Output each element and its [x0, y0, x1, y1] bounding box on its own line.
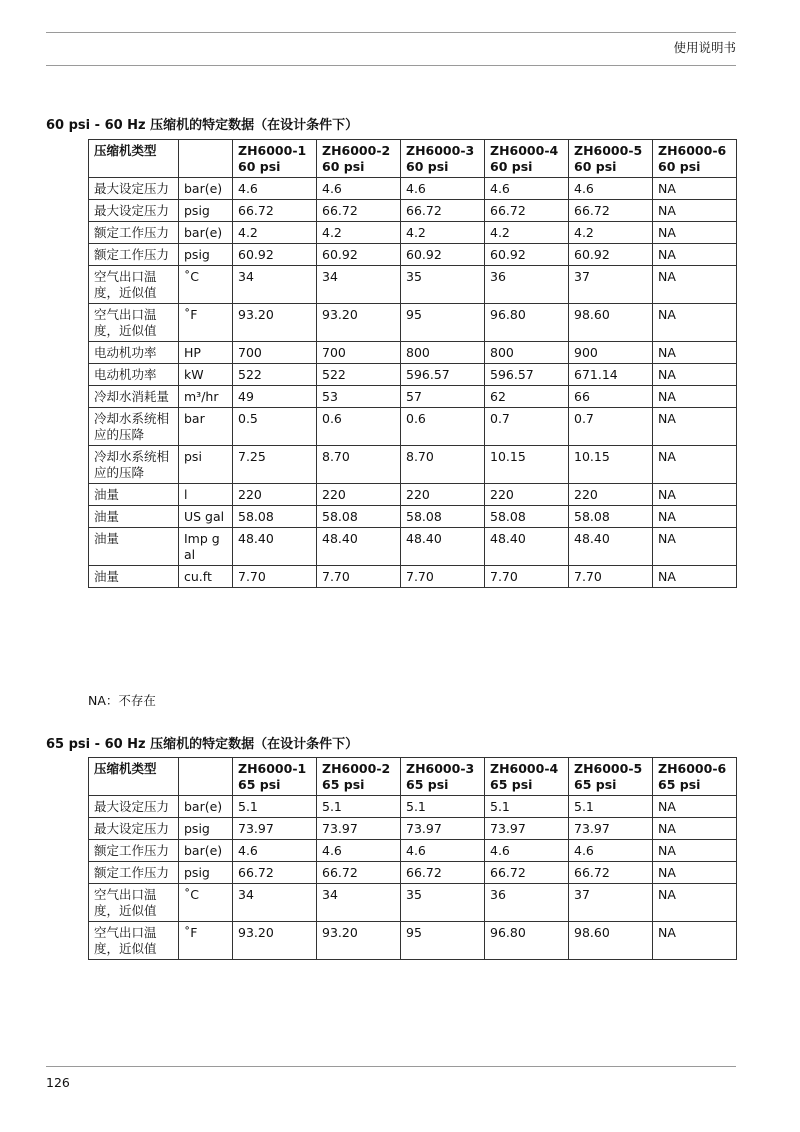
value-cell: 7.70 — [569, 566, 653, 588]
parameter-cell: 油量 — [89, 506, 179, 528]
unit-cell: ˚F — [179, 304, 233, 342]
value-cell: 220 — [569, 484, 653, 506]
value-cell: 5.1 — [569, 796, 653, 818]
value-cell: 66.72 — [569, 862, 653, 884]
value-cell: 10.15 — [569, 446, 653, 484]
value-cell: 4.6 — [485, 178, 569, 200]
value-cell: 58.08 — [401, 506, 485, 528]
value-cell: 7.70 — [317, 566, 401, 588]
value-cell: NA — [653, 244, 737, 266]
unit-cell: ˚F — [179, 922, 233, 960]
parameter-cell: 电动机功率 — [89, 364, 179, 386]
header-cell-model: ZH6000-2 60 psi — [317, 140, 401, 178]
value-cell: NA — [653, 922, 737, 960]
table-row — [89, 446, 737, 484]
parameter-cell: 额定工作压力 — [89, 840, 179, 862]
value-cell: 96.80 — [485, 304, 569, 342]
value-cell: 0.7 — [485, 408, 569, 446]
value-cell: 66.72 — [401, 862, 485, 884]
value-cell: 66.72 — [233, 862, 317, 884]
value-cell: 62 — [485, 386, 569, 408]
value-cell: 4.2 — [317, 222, 401, 244]
value-cell: 98.60 — [569, 922, 653, 960]
value-cell: 36 — [485, 266, 569, 304]
unit-cell: psi — [179, 446, 233, 484]
value-cell: 4.2 — [233, 222, 317, 244]
value-cell: 35 — [401, 884, 485, 922]
unit-cell: HP — [179, 342, 233, 364]
value-cell: 800 — [401, 342, 485, 364]
table-row — [89, 342, 737, 364]
value-cell: NA — [653, 364, 737, 386]
value-cell: NA — [653, 840, 737, 862]
value-cell: 48.40 — [401, 528, 485, 566]
value-cell: NA — [653, 484, 737, 506]
value-cell: 66 — [569, 386, 653, 408]
value-cell: 596.57 — [401, 364, 485, 386]
value-cell: 66.72 — [569, 200, 653, 222]
unit-cell: bar(e) — [179, 840, 233, 862]
value-cell: NA — [653, 222, 737, 244]
value-cell: 60.92 — [233, 244, 317, 266]
value-cell: 95 — [401, 922, 485, 960]
value-cell: 93.20 — [233, 922, 317, 960]
value-cell: 7.70 — [485, 566, 569, 588]
value-cell: NA — [653, 506, 737, 528]
value-cell: 48.40 — [485, 528, 569, 566]
value-cell: 60.92 — [317, 244, 401, 266]
parameter-cell: 电动机功率 — [89, 342, 179, 364]
header-cell-model: ZH6000-5 60 psi — [569, 140, 653, 178]
value-cell: 700 — [317, 342, 401, 364]
parameter-cell: 额定工作压力 — [89, 244, 179, 266]
value-cell: 4.6 — [485, 840, 569, 862]
value-cell: 60.92 — [485, 244, 569, 266]
value-cell: 53 — [317, 386, 401, 408]
page-number: 126 — [46, 1075, 70, 1090]
unit-cell: psig — [179, 818, 233, 840]
value-cell: 96.80 — [485, 922, 569, 960]
unit-cell: psig — [179, 862, 233, 884]
value-cell: 4.6 — [233, 840, 317, 862]
value-cell: 93.20 — [317, 304, 401, 342]
header-cell-unit — [179, 140, 233, 178]
unit-cell: ˚C — [179, 884, 233, 922]
table-row — [89, 222, 737, 244]
table-row — [89, 200, 737, 222]
unit-cell: kW — [179, 364, 233, 386]
value-cell: NA — [653, 884, 737, 922]
table-row — [89, 364, 737, 386]
parameter-cell: 最大设定压力 — [89, 178, 179, 200]
table-row — [89, 178, 737, 200]
na-note: NA：不存在 — [88, 693, 156, 708]
value-cell: 4.6 — [233, 178, 317, 200]
parameter-cell: 油量 — [89, 528, 179, 566]
table-row — [89, 484, 737, 506]
value-cell: 34 — [317, 266, 401, 304]
value-cell: 4.6 — [401, 840, 485, 862]
value-cell: 7.70 — [401, 566, 485, 588]
value-cell: NA — [653, 528, 737, 566]
value-cell: 37 — [569, 266, 653, 304]
header-cell-model: ZH6000-6 65 psi — [653, 758, 737, 796]
unit-cell: Imp gal — [179, 528, 233, 566]
unit-cell: psig — [179, 244, 233, 266]
value-cell: 7.70 — [233, 566, 317, 588]
spec-table-65psi — [88, 757, 737, 960]
value-cell: 220 — [401, 484, 485, 506]
value-cell: 4.2 — [485, 222, 569, 244]
parameter-cell: 空气出口温度，近似值 — [89, 884, 179, 922]
value-cell: NA — [653, 818, 737, 840]
unit-cell: l — [179, 484, 233, 506]
parameter-cell: 油量 — [89, 566, 179, 588]
parameter-cell: 冷却水系统相应的压降 — [89, 446, 179, 484]
value-cell: NA — [653, 200, 737, 222]
table-row — [89, 386, 737, 408]
value-cell: 60.92 — [569, 244, 653, 266]
header-bottom-rule — [46, 65, 736, 66]
value-cell: 5.1 — [401, 796, 485, 818]
value-cell: 73.97 — [401, 818, 485, 840]
header-top-rule — [46, 32, 736, 33]
value-cell: 220 — [317, 484, 401, 506]
unit-cell: US gal — [179, 506, 233, 528]
parameter-cell: 额定工作压力 — [89, 222, 179, 244]
value-cell: 5.1 — [233, 796, 317, 818]
unit-cell: bar(e) — [179, 178, 233, 200]
value-cell: 60.92 — [401, 244, 485, 266]
value-cell: 34 — [233, 884, 317, 922]
value-cell: NA — [653, 566, 737, 588]
unit-cell: bar(e) — [179, 796, 233, 818]
value-cell: 0.6 — [317, 408, 401, 446]
value-cell: 4.6 — [401, 178, 485, 200]
value-cell: 35 — [401, 266, 485, 304]
header-cell-model: ZH6000-5 65 psi — [569, 758, 653, 796]
header-cell-model: ZH6000-6 60 psi — [653, 140, 737, 178]
value-cell: 4.2 — [401, 222, 485, 244]
header-cell-model: ZH6000-4 65 psi — [485, 758, 569, 796]
value-cell: 37 — [569, 884, 653, 922]
value-cell: NA — [653, 796, 737, 818]
section-title-60psi: 60 psi - 60 Hz 压缩机的特定数据（在设计条件下） — [46, 118, 359, 133]
table-row — [89, 922, 737, 960]
table-row — [89, 884, 737, 922]
value-cell: 522 — [317, 364, 401, 386]
value-cell: 522 — [233, 364, 317, 386]
value-cell: 700 — [233, 342, 317, 364]
value-cell: 4.6 — [317, 178, 401, 200]
value-cell: NA — [653, 408, 737, 446]
table-row — [89, 266, 737, 304]
parameter-cell: 最大设定压力 — [89, 200, 179, 222]
unit-cell: psig — [179, 200, 233, 222]
value-cell: 10.15 — [485, 446, 569, 484]
value-cell: 58.08 — [233, 506, 317, 528]
unit-cell: bar — [179, 408, 233, 446]
header-cell-model: ZH6000-3 65 psi — [401, 758, 485, 796]
parameter-cell: 冷却水消耗量 — [89, 386, 179, 408]
footer-rule — [46, 1066, 736, 1067]
value-cell: 66.72 — [401, 200, 485, 222]
value-cell: NA — [653, 266, 737, 304]
document-title: 使用说明书 — [673, 40, 736, 55]
value-cell: 66.72 — [485, 862, 569, 884]
value-cell: NA — [653, 178, 737, 200]
value-cell: NA — [653, 342, 737, 364]
value-cell: 95 — [401, 304, 485, 342]
unit-cell: cu.ft — [179, 566, 233, 588]
parameter-cell: 冷却水系统相应的压降 — [89, 408, 179, 446]
value-cell: 0.7 — [569, 408, 653, 446]
value-cell: 58.08 — [317, 506, 401, 528]
value-cell: 0.5 — [233, 408, 317, 446]
value-cell: 73.97 — [569, 818, 653, 840]
value-cell: 58.08 — [569, 506, 653, 528]
value-cell: 93.20 — [233, 304, 317, 342]
table-row — [89, 506, 737, 528]
value-cell: 48.40 — [317, 528, 401, 566]
table-row — [89, 840, 737, 862]
table-row — [89, 528, 737, 566]
value-cell: 66.72 — [233, 200, 317, 222]
table-row — [89, 796, 737, 818]
spec-table-60psi — [88, 139, 737, 588]
table-row — [89, 408, 737, 446]
value-cell: 93.20 — [317, 922, 401, 960]
parameter-cell: 空气出口温度，近似值 — [89, 304, 179, 342]
value-cell: 220 — [485, 484, 569, 506]
table-row — [89, 818, 737, 840]
parameter-cell: 空气出口温度，近似值 — [89, 922, 179, 960]
value-cell: 900 — [569, 342, 653, 364]
table-header-row — [89, 140, 737, 178]
value-cell: 8.70 — [317, 446, 401, 484]
header-cell-type: 压缩机类型 — [89, 758, 179, 796]
value-cell: NA — [653, 446, 737, 484]
value-cell: 8.70 — [401, 446, 485, 484]
value-cell: NA — [653, 862, 737, 884]
value-cell: 800 — [485, 342, 569, 364]
value-cell: NA — [653, 304, 737, 342]
value-cell: 5.1 — [485, 796, 569, 818]
unit-cell: bar(e) — [179, 222, 233, 244]
value-cell: 596.57 — [485, 364, 569, 386]
header-cell-model: ZH6000-1 60 psi — [233, 140, 317, 178]
value-cell: 48.40 — [233, 528, 317, 566]
value-cell: 49 — [233, 386, 317, 408]
parameter-cell: 最大设定压力 — [89, 818, 179, 840]
value-cell: 220 — [233, 484, 317, 506]
table-header-row — [89, 758, 737, 796]
header-cell-model: ZH6000-4 60 psi — [485, 140, 569, 178]
header-cell-model: ZH6000-2 65 psi — [317, 758, 401, 796]
value-cell: 73.97 — [485, 818, 569, 840]
value-cell: 57 — [401, 386, 485, 408]
header-cell-model: ZH6000-1 65 psi — [233, 758, 317, 796]
value-cell: 4.6 — [569, 840, 653, 862]
value-cell: 98.60 — [569, 304, 653, 342]
value-cell: NA — [653, 386, 737, 408]
unit-cell: ˚C — [179, 266, 233, 304]
table-row — [89, 862, 737, 884]
value-cell: 36 — [485, 884, 569, 922]
table-row — [89, 566, 737, 588]
value-cell: 4.2 — [569, 222, 653, 244]
parameter-cell: 最大设定压力 — [89, 796, 179, 818]
table-row — [89, 244, 737, 266]
value-cell: 34 — [233, 266, 317, 304]
value-cell: 34 — [317, 884, 401, 922]
value-cell: 73.97 — [317, 818, 401, 840]
value-cell: 66.72 — [485, 200, 569, 222]
value-cell: 48.40 — [569, 528, 653, 566]
value-cell: 7.25 — [233, 446, 317, 484]
value-cell: 4.6 — [317, 840, 401, 862]
table-row — [89, 304, 737, 342]
value-cell: 4.6 — [569, 178, 653, 200]
header-cell-model: ZH6000-3 60 psi — [401, 140, 485, 178]
header-cell-unit — [179, 758, 233, 796]
value-cell: 58.08 — [485, 506, 569, 528]
value-cell: 0.6 — [401, 408, 485, 446]
value-cell: 671.14 — [569, 364, 653, 386]
parameter-cell: 油量 — [89, 484, 179, 506]
parameter-cell: 额定工作压力 — [89, 862, 179, 884]
parameter-cell: 空气出口温度，近似值 — [89, 266, 179, 304]
value-cell: 5.1 — [317, 796, 401, 818]
value-cell: 73.97 — [233, 818, 317, 840]
section-title-65psi: 65 psi - 60 Hz 压缩机的特定数据（在设计条件下） — [46, 737, 359, 752]
value-cell: 66.72 — [317, 200, 401, 222]
value-cell: 66.72 — [317, 862, 401, 884]
unit-cell: m³/hr — [179, 386, 233, 408]
header-cell-type: 压缩机类型 — [89, 140, 179, 178]
